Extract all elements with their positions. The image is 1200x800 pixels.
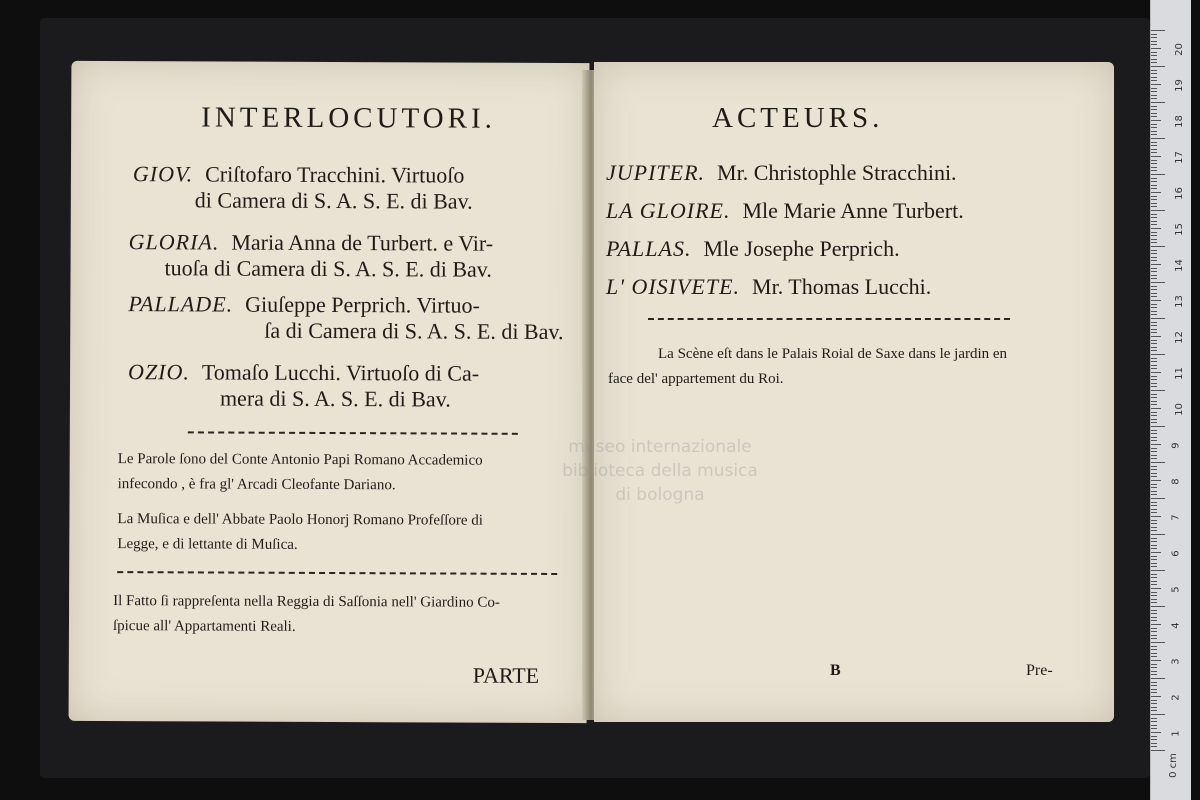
ruler-tick (1151, 134, 1157, 135)
ruler-tick (1151, 55, 1157, 56)
ruler-tick (1151, 541, 1157, 542)
ruler-number: 3 (1170, 658, 1182, 665)
signature-mark: B (830, 662, 841, 679)
cast-entry-pallade (128, 291, 563, 345)
cast-text: Maria Anna de Turbert. e Vir- (231, 229, 494, 256)
ruler-tick (1151, 185, 1157, 186)
note-line: ſpicue all' Appartamenti Reali. (112, 618, 296, 635)
ruler-tick (1151, 710, 1157, 711)
ruler-tick (1151, 170, 1157, 171)
ruler-tick (1151, 235, 1157, 236)
ruler-tick (1151, 448, 1157, 449)
ruler-tick (1151, 412, 1157, 413)
ruler-tick (1151, 318, 1165, 319)
cast-text: mera di S. A. S. E. di Bav. (219, 385, 451, 412)
ruler-tick (1151, 102, 1165, 103)
ruler-tick (1151, 44, 1157, 45)
acteur-text: Mle Josephe Perprich. (703, 236, 900, 261)
ruler-number: 7 (1170, 514, 1182, 521)
ruler-tick (1151, 577, 1157, 578)
ruler-tick (1151, 599, 1157, 600)
ruler-tick (1151, 606, 1165, 607)
ruler-tick (1151, 149, 1157, 150)
ruler-tick (1151, 592, 1157, 593)
ruler-tick (1151, 422, 1157, 423)
ruler-number: 15 (1173, 223, 1185, 236)
ruler-tick (1151, 707, 1157, 708)
ruler-tick (1151, 505, 1157, 506)
ruler-tick (1151, 293, 1157, 294)
ruler-tick (1151, 437, 1157, 438)
ruler-tick (1151, 649, 1157, 650)
note-line: La Scène eſt dans le Palais Roial de Saxe dans le jardin en (658, 346, 1008, 362)
acteur-entry-jupiter (606, 160, 957, 186)
ruler-tick (1151, 361, 1157, 362)
ruler-tick (1151, 433, 1157, 434)
note-composer (117, 507, 483, 559)
measuring-ruler (1150, 0, 1191, 800)
ruler-tick (1151, 653, 1157, 654)
ruler-tick (1151, 512, 1157, 513)
ruler-tick (1151, 466, 1157, 467)
ruler-tick (1151, 242, 1157, 243)
acteur-role: PALLAS. (606, 236, 692, 261)
ruler-tick (1151, 210, 1165, 211)
ruler-number: 4 (1170, 622, 1182, 629)
ruler-tick (1151, 296, 1157, 297)
ruler-tick (1151, 221, 1157, 222)
ruler-tick (1151, 325, 1157, 326)
ruler-tick (1151, 203, 1157, 204)
ruler-tick (1151, 70, 1157, 71)
ruler-tick (1151, 678, 1165, 679)
ruler-tick (1151, 563, 1157, 564)
ruler-tick (1151, 469, 1157, 470)
ruler-tick (1151, 120, 1161, 121)
cast-text: di Camera di S. A. S. E. di Bav. (194, 187, 473, 214)
ruler-tick (1151, 138, 1165, 139)
ruler-tick (1151, 116, 1157, 117)
ruler-number: 9 (1170, 442, 1182, 449)
ruler-tick (1151, 689, 1157, 690)
acteur-text: Mr. Thomas Lucchi. (752, 274, 932, 299)
ruler-number: 18 (1173, 115, 1185, 128)
ruler-tick (1151, 638, 1157, 639)
ruler-tick (1151, 257, 1157, 258)
ruler-tick (1151, 732, 1161, 733)
ruler-tick (1151, 444, 1161, 445)
ruler-tick (1151, 566, 1157, 567)
ruler-tick (1151, 458, 1157, 459)
ruler-number: 20 (1173, 43, 1185, 56)
ruler-number: 16 (1173, 187, 1185, 200)
ruler-tick (1151, 595, 1157, 596)
ruler-tick (1151, 725, 1157, 726)
cast-text: Tomaſo Lucchi. Virtuoſo di Ca- (201, 359, 480, 386)
ruler-tick (1151, 523, 1157, 524)
ruler-tick (1151, 127, 1157, 128)
ruler-tick (1151, 386, 1157, 387)
ruler-tick (1151, 66, 1165, 67)
ruler-tick (1151, 286, 1157, 287)
ruler-tick (1151, 332, 1157, 333)
ruler-tick (1151, 631, 1157, 632)
ruler-tick (1151, 617, 1157, 618)
ruler-tick (1151, 365, 1157, 366)
cast-role: GLORIA. (128, 229, 220, 255)
ruler-tick (1151, 239, 1157, 240)
ruler-tick (1151, 30, 1165, 31)
ruler-tick (1151, 736, 1157, 737)
ruler-tick (1151, 473, 1157, 474)
acteur-text: Mle Marie Anne Turbert. (742, 198, 964, 223)
ruler-tick (1151, 487, 1157, 488)
ruler-tick (1151, 314, 1157, 315)
ruler-tick (1151, 656, 1157, 657)
ruler-tick (1151, 289, 1157, 290)
note-line: face del' appartement du Roi. (608, 371, 784, 387)
ruler-tick (1151, 350, 1157, 351)
ruler-tick (1151, 530, 1157, 531)
ruler-tick (1151, 228, 1161, 229)
acteur-text: Mr. Christophle Stracchini. (717, 160, 957, 185)
ruler-tick (1151, 224, 1157, 225)
ruler-tick (1151, 106, 1157, 107)
ruler-tick (1151, 264, 1161, 265)
cast-entry-giov (133, 161, 473, 214)
ruler-tick (1151, 545, 1157, 546)
ruler-tick (1151, 610, 1157, 611)
ruler-tick (1151, 91, 1157, 92)
ruler-tick (1151, 520, 1157, 521)
ruler-tick (1151, 232, 1157, 233)
ruler-tick (1151, 404, 1157, 405)
ruler-tick (1151, 721, 1157, 722)
acteur-entry-gloire (606, 198, 964, 224)
ruler-tick (1151, 196, 1157, 197)
ruler-tick (1151, 62, 1157, 63)
note-line: Il Fatto ſi rappreſenta nella Reggia di Saſſonia nell' Giardino Co- (113, 593, 500, 611)
cast-role: PALLADE. (128, 291, 234, 317)
ruler-tick (1151, 84, 1161, 85)
ruler-tick (1151, 559, 1157, 560)
acteur-entry-oisivete (606, 274, 931, 300)
note-setting (113, 589, 500, 641)
acteur-role: LA GLOIRE. (606, 198, 731, 223)
cast-text: tuoſa di Camera di S. A. S. E. di Bav. (164, 255, 492, 282)
ruler-number: 12 (1173, 331, 1185, 344)
cast-text: ſa di Camera di S. A. S. E. di Bav. (264, 317, 564, 345)
ruler-number: 1 (1170, 730, 1182, 737)
ruler-tick (1151, 462, 1165, 463)
ruler-tick (1151, 124, 1157, 125)
ruler-tick (1151, 674, 1157, 675)
ruler-tick (1151, 37, 1157, 38)
ruler-tick (1151, 620, 1157, 621)
catchword-left: PARTE (472, 662, 540, 688)
ruler-tick (1151, 214, 1157, 215)
ruler-tick (1151, 484, 1157, 485)
ruler-tick (1151, 613, 1157, 614)
ruler-tick (1151, 156, 1161, 157)
note-librettist (118, 447, 483, 499)
ruler-number: 17 (1173, 151, 1185, 164)
ruler-tick (1151, 728, 1157, 729)
divider-rule (648, 318, 1010, 320)
ruler-tick (1151, 692, 1157, 693)
ruler-tick (1151, 109, 1157, 110)
ruler-tick (1151, 746, 1157, 747)
ruler-tick (1151, 41, 1157, 42)
ruler-tick (1151, 408, 1161, 409)
watermark-line: di bologna (615, 485, 705, 505)
ruler-tick (1151, 502, 1157, 503)
ruler-tick (1151, 430, 1157, 431)
ruler-number: 5 (1170, 586, 1182, 593)
ruler-tick (1151, 516, 1161, 517)
ruler-tick (1151, 556, 1157, 557)
ruler-tick (1151, 552, 1161, 553)
ruler-tick (1151, 131, 1157, 132)
ruler-tick (1151, 426, 1165, 427)
ruler-tick (1151, 77, 1157, 78)
right-page-heading: ACTEURS. (712, 102, 884, 134)
ruler-number: 19 (1173, 79, 1185, 92)
ruler-tick (1151, 682, 1157, 683)
ruler-tick (1151, 538, 1157, 539)
ruler-tick (1151, 368, 1157, 369)
ruler-tick (1151, 739, 1157, 740)
ruler-tick (1151, 80, 1157, 81)
ruler-tick (1151, 570, 1165, 571)
ruler-tick (1151, 336, 1161, 337)
ruler-tick (1151, 271, 1157, 272)
ruler-tick (1151, 48, 1161, 49)
ruler-tick (1151, 667, 1157, 668)
ruler-number: 13 (1173, 295, 1185, 308)
ruler-tick (1151, 584, 1157, 585)
ruler-tick (1151, 217, 1157, 218)
divider-rule (117, 571, 557, 575)
ruler-tick (1151, 322, 1157, 323)
cast-entry-gloria (128, 229, 493, 283)
ruler-tick (1151, 718, 1157, 719)
ruler-tick (1151, 160, 1157, 161)
ruler-tick (1151, 52, 1157, 53)
ruler-tick (1151, 199, 1157, 200)
ruler-tick (1151, 250, 1157, 251)
ruler-tick (1151, 88, 1157, 89)
ruler-tick (1151, 59, 1157, 60)
ruler-number: 10 (1173, 403, 1185, 416)
ruler-tick (1151, 527, 1157, 528)
ruler-tick (1151, 188, 1157, 189)
cast-text: Giuſeppe Perprich. Virtuo- (245, 291, 480, 318)
ruler-tick (1151, 268, 1157, 269)
ruler-tick (1151, 246, 1165, 247)
ruler-tick (1151, 548, 1157, 549)
ruler-tick (1151, 329, 1157, 330)
ruler-tick (1151, 660, 1161, 661)
ruler-tick (1151, 703, 1157, 704)
ruler-number: 6 (1170, 550, 1182, 557)
ruler-tick (1151, 278, 1157, 279)
ruler-tick (1151, 142, 1157, 143)
ruler-tick (1151, 498, 1165, 499)
acteur-role: L' OISIVETE. (606, 274, 741, 299)
ruler-tick (1151, 379, 1157, 380)
ruler-tick (1151, 415, 1157, 416)
ruler-tick (1151, 440, 1157, 441)
catchword-right: Pre- (1026, 662, 1053, 679)
ruler-tick (1151, 145, 1157, 146)
ruler-tick (1151, 178, 1157, 179)
ruler-tick (1151, 347, 1157, 348)
ruler-tick (1151, 73, 1157, 74)
divider-rule (188, 431, 518, 434)
ruler-tick (1151, 358, 1157, 359)
ruler-tick (1151, 401, 1157, 402)
ruler-tick (1151, 696, 1161, 697)
ruler-tick (1151, 419, 1157, 420)
ruler-tick (1151, 624, 1161, 625)
ruler-tick (1151, 95, 1157, 96)
ruler-tick (1151, 307, 1157, 308)
ruler-tick (1151, 743, 1157, 744)
ruler-tick (1151, 34, 1157, 35)
ruler-tick (1151, 480, 1161, 481)
ruler-tick (1151, 181, 1157, 182)
cast-role: GIOV. (132, 161, 194, 187)
ruler-tick (1151, 602, 1157, 603)
note-line: La Muſica e dell' Abbate Paolo Honorj Romano Profeſſore di (117, 511, 484, 529)
note-line: infecondo , è fra gl' Arcadi Cleofante Dariano. (117, 476, 396, 494)
ruler-number: 14 (1173, 259, 1185, 272)
right-page (594, 62, 1114, 722)
note-line: Legge, e di lettante di Muſica. (117, 536, 298, 553)
acteur-entry-pallas (606, 236, 900, 262)
ruler-tick (1151, 163, 1157, 164)
ruler-tick (1151, 394, 1157, 395)
ruler-tick (1151, 664, 1157, 665)
ruler-tick (1151, 642, 1165, 643)
acteur-role: JUPITER. (606, 160, 706, 185)
ruler-tick (1151, 390, 1165, 391)
ruler-tick (1151, 574, 1157, 575)
ruler-tick (1151, 476, 1157, 477)
ruler-tick (1151, 206, 1157, 207)
ruler-tick (1151, 282, 1165, 283)
note-line: Le Parole ſono del Conte Antonio Papi Romano Accademico (117, 451, 483, 469)
left-page-heading: INTERLOCUTORI. (201, 101, 496, 135)
ruler-tick (1151, 581, 1157, 582)
cast-entry-ozio (128, 359, 479, 413)
ruler-tick (1151, 340, 1157, 341)
ruler-number: 2 (1170, 694, 1182, 701)
ruler-tick (1151, 509, 1157, 510)
ruler-zero-label: 0 cm (1167, 753, 1179, 778)
library-watermark (510, 435, 810, 507)
ruler-tick (1151, 494, 1157, 495)
watermark-line: biblioteca della musica (562, 461, 758, 481)
ruler-tick (1151, 671, 1157, 672)
ruler-tick (1151, 167, 1157, 168)
cast-role: OZIO. (128, 359, 190, 385)
watermark-line: museo internazionale (568, 437, 752, 457)
ruler-number: 11 (1173, 367, 1185, 380)
ruler-tick (1151, 685, 1157, 686)
ruler-tick (1151, 397, 1157, 398)
ruler-tick (1151, 628, 1157, 629)
ruler-tick (1151, 253, 1157, 254)
ruler-tick (1151, 275, 1157, 276)
ruler-tick (1151, 534, 1165, 535)
ruler-tick (1151, 98, 1157, 99)
ruler-tick (1151, 343, 1157, 344)
ruler-tick (1151, 311, 1157, 312)
ruler-tick (1151, 588, 1161, 589)
ruler-tick (1151, 260, 1157, 261)
ruler-number: 8 (1170, 478, 1182, 485)
ruler-tick (1151, 300, 1161, 301)
ruler-tick (1151, 354, 1165, 355)
ruler-tick (1151, 635, 1157, 636)
ruler-tick (1151, 376, 1157, 377)
ruler-tick (1151, 192, 1161, 193)
note-scene (608, 342, 1007, 392)
ruler-tick (1151, 491, 1157, 492)
ruler-tick (1151, 750, 1165, 751)
ruler-tick (1151, 714, 1165, 715)
left-page (69, 61, 590, 723)
ruler-tick (1151, 113, 1157, 114)
ruler-tick (1151, 700, 1157, 701)
ruler-tick (1151, 304, 1157, 305)
cast-text: Criſtofaro Tracchini. Virtuoſo (205, 161, 465, 188)
ruler-tick (1151, 152, 1157, 153)
ruler-tick (1151, 372, 1161, 373)
ruler-tick (1151, 646, 1157, 647)
ruler-tick (1151, 455, 1157, 456)
ruler-tick (1151, 174, 1165, 175)
ruler-tick (1151, 451, 1157, 452)
ruler-tick (1151, 383, 1157, 384)
